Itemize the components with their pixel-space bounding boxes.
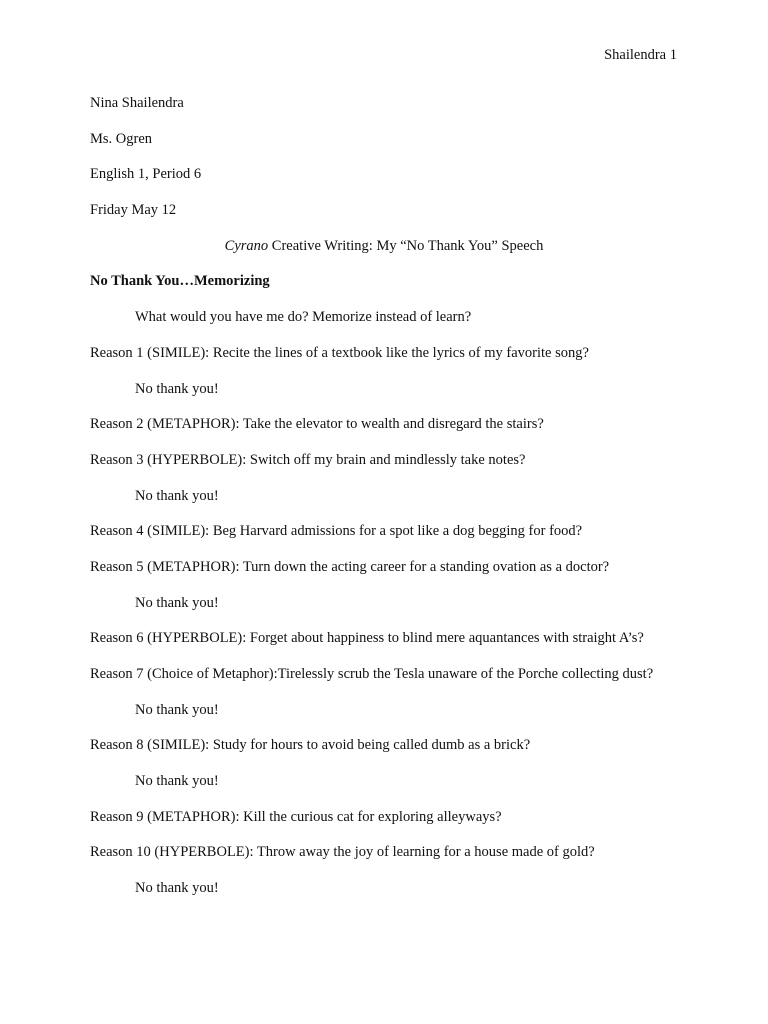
title-italic: Cyrano [224,237,269,254]
no-thank-you-line: No thank you! [135,701,219,718]
course-name: English 1, Period 6 [90,166,202,183]
no-thank-you-line: No thank you! [135,487,219,504]
reason-line: Reason 2 (METAPHOR): Take the elevator to wealth and disregard the stairs? [90,416,544,433]
intro-line: What would you have me do? Memorize instead of learn? [135,309,472,326]
document-body [90,93,690,914]
no-thank-you-line: No thank you! [135,880,219,897]
reason-line: Reason 5 (METAPHOR): Turn down the acting career for a standing ovation as a doctor? [90,558,610,575]
reason-line: Reason 4 (SIMILE): Beg Harvard admissions for a spot like a dog begging for food? [90,523,583,540]
reason-line: Reason 7 (Choice of Metaphor):Tirelessly scrub the Tesla unaware of the Porche collecting dust? [90,666,654,682]
no-thank-you-line: No thank you! [135,380,219,397]
document-title [90,236,678,272]
section-heading: No Thank You…Memorizing [90,273,270,290]
title-rest: Creative Writing: My “No Thank You” Speech [268,237,544,254]
reason-line: Reason 1 (SIMILE): Recite the lines of a textbook like the lyrics of my favorite song? [90,344,589,361]
reason-line: Reason 3 (HYPERBOLE): Switch off my brain and mindlessly take notes? [90,451,526,468]
reason-line: Reason 9 (METAPHOR): Kill the curious cat for exploring alleyways? [90,808,502,825]
reason-line: Reason 6 (HYPERBOLE): Forget about happiness to blind mere aquantances with straight A’s? [90,630,644,647]
student-name: Nina Shailendra [90,95,184,111]
running-head: Shailendra 1 [604,47,677,63]
reason-line: Reason 8 (SIMILE): Study for hours to avoid being called dumb as a brick? [90,737,531,754]
no-thank-you-line: No thank you! [135,594,219,611]
reason-line: Reason 10 (HYPERBOLE): Throw away the joy of learning for a house made of gold? [90,844,595,861]
document-date: Friday May 12 [90,202,177,219]
no-thank-you-line: No thank you! [135,773,219,790]
teacher-name: Ms. Ogren [90,130,153,147]
